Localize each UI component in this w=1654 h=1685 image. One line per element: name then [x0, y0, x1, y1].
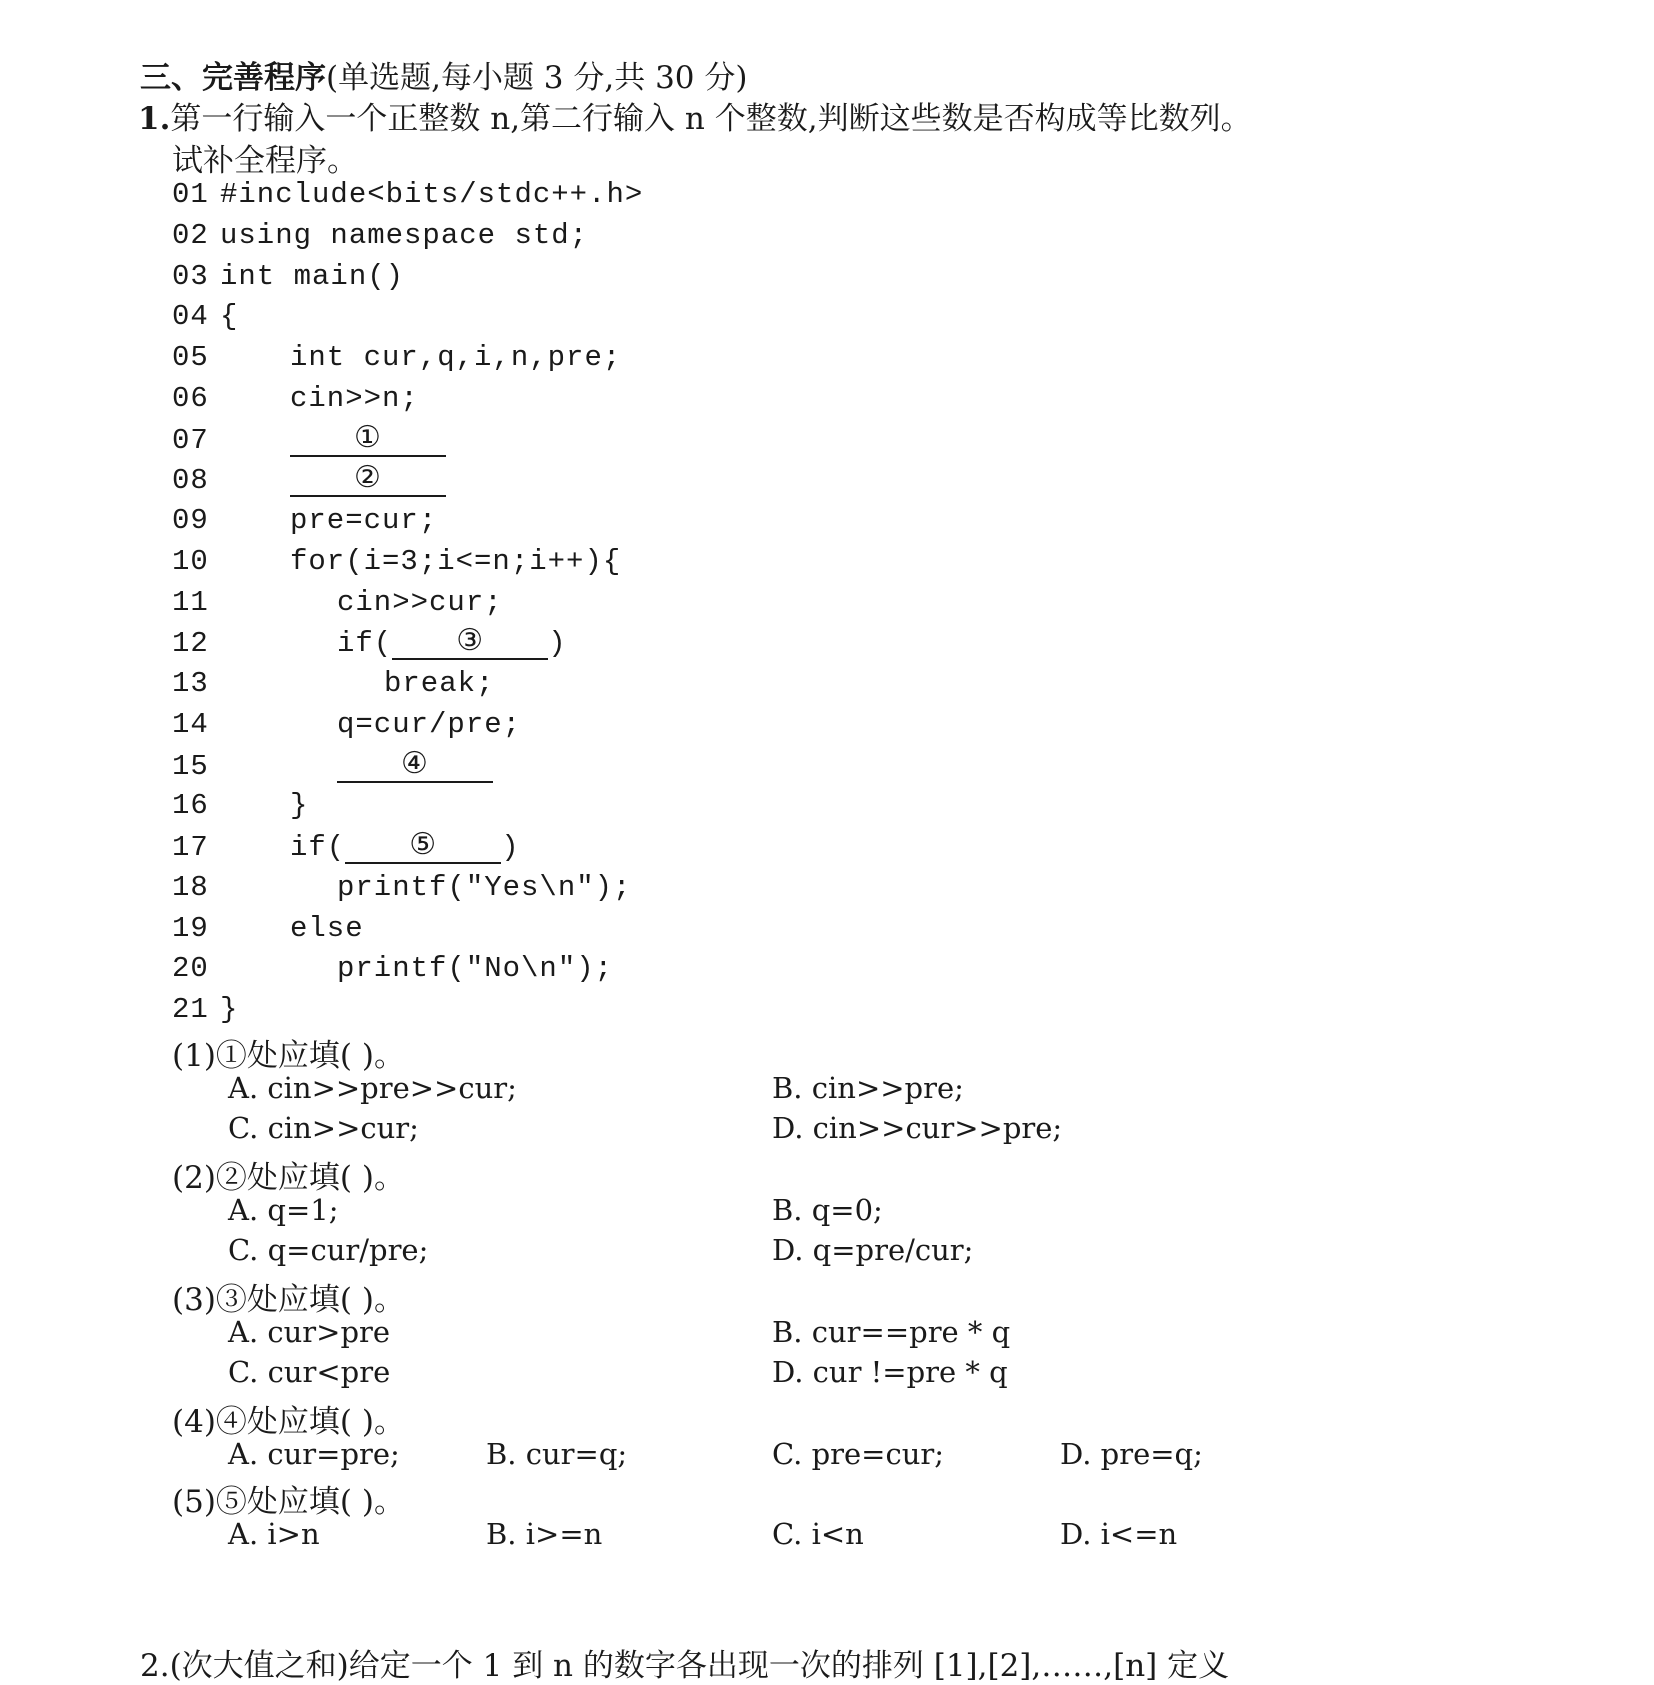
code-line: [172, 300, 238, 333]
code-line: [172, 504, 437, 537]
code-line: [172, 789, 308, 822]
code-line: [172, 993, 238, 1026]
code-line-number: 04: [172, 300, 209, 334]
code-line-number: 20: [172, 952, 209, 986]
code-text: printf("Yes\n");: [337, 870, 632, 904]
subquestion-label: (4)④处应填( )。: [172, 1404, 405, 1440]
code-text: if(: [337, 627, 393, 661]
code-text: else: [290, 911, 364, 945]
code-line-number: 15: [172, 749, 209, 783]
code-line: [172, 419, 446, 457]
answer-blank: ①: [290, 423, 446, 457]
code-line-number: 16: [172, 789, 209, 823]
code-text: if(: [290, 831, 346, 864]
code-line: [172, 871, 631, 904]
code-line-number: 18: [172, 870, 209, 904]
answer-blank: ④: [337, 749, 493, 783]
code-text: for(i=3;i<=n;i++){: [290, 544, 622, 578]
code-line-number: 12: [172, 627, 209, 661]
code-line: [172, 586, 503, 619]
section-title: [140, 52, 747, 97]
code-line-number: 03: [172, 259, 209, 293]
answer-option[interactable]: A. q=1;: [228, 1193, 339, 1227]
subquestion-label: (5)⑤处应填( )。: [172, 1484, 405, 1520]
answer-option[interactable]: B. q=0;: [772, 1193, 883, 1227]
code-text: q=cur/pre;: [337, 707, 522, 741]
code-text: break;: [384, 667, 495, 700]
code-line: [172, 952, 613, 985]
code-text: }: [220, 993, 239, 1026]
code-line: [172, 460, 446, 498]
code-text: int main(): [220, 259, 405, 293]
code-text: ): [501, 831, 520, 864]
code-line: [172, 623, 567, 661]
code-line-number: 21: [172, 993, 209, 1026]
answer-option[interactable]: D. i<=n: [1060, 1517, 1178, 1551]
code-line: [172, 178, 643, 211]
code-line: [172, 708, 521, 741]
code-text: pre=cur;: [290, 504, 438, 537]
section-title-bold: 三、完善程序: [140, 60, 326, 96]
code-text: ): [548, 627, 567, 661]
answer-option[interactable]: C. cur<pre: [228, 1355, 391, 1389]
answer-option[interactable]: A. i>n: [228, 1517, 320, 1551]
answer-option[interactable]: C. cin>>cur;: [228, 1111, 419, 1145]
code-line-number: 01: [172, 178, 209, 211]
answer-option[interactable]: B. cin>>pre;: [772, 1071, 964, 1105]
answer-option[interactable]: B. cur=q;: [486, 1437, 628, 1471]
answer-option[interactable]: B. i>=n: [486, 1517, 603, 1551]
answer-option[interactable]: C. q=cur/pre;: [228, 1233, 429, 1267]
code-line-number: 14: [172, 707, 209, 741]
question-text-line2: 试补全程序。: [172, 143, 358, 179]
code-line-number: 02: [172, 218, 209, 252]
answer-blank: ②: [290, 463, 446, 497]
code-line: [172, 545, 621, 578]
code-line: [172, 382, 419, 415]
answer-blank: ③: [392, 626, 548, 660]
question-number: 1.: [138, 101, 171, 137]
code-text: printf("No\n");: [337, 952, 614, 986]
answer-option[interactable]: A. cin>>pre>>cur;: [228, 1071, 517, 1105]
answer-option[interactable]: A. cur>pre: [228, 1315, 391, 1349]
code-text: int cur,q,i,n,pre;: [290, 341, 622, 374]
answer-blank: ⑤: [345, 830, 501, 864]
code-line-number: 13: [172, 667, 209, 700]
code-line-number: 07: [172, 423, 209, 457]
question-text-line1: 1.第一行输入一个正整数 n,第二行输入 n 个整数,判断这些数是否构成等比数列。: [138, 101, 1252, 137]
answer-option[interactable]: D. pre=q;: [1060, 1437, 1203, 1471]
code-line: [172, 341, 621, 374]
code-line: [172, 912, 364, 945]
code-line-number: 10: [172, 544, 209, 578]
code-text: cin>>cur;: [337, 585, 503, 619]
answer-option[interactable]: B. cur==pre * q: [772, 1315, 1011, 1349]
subquestion-label: (3)③处应填( )。: [172, 1282, 405, 1318]
code-text: cin>>n;: [290, 381, 419, 415]
code-line: [172, 667, 494, 700]
code-line: [172, 827, 520, 864]
answer-option[interactable]: C. pre=cur;: [772, 1437, 945, 1471]
code-text: using namespace std;: [220, 218, 589, 252]
code-line-number: 06: [172, 381, 209, 415]
answer-option[interactable]: A. cur=pre;: [228, 1437, 400, 1471]
next-question-cut: 2.(次大值之和)给定一个 1 到 n 的数字各出现一次的排列 [1],[2],……,[n] 定义: [140, 1648, 1230, 1684]
subquestion-label: (2)②处应填( )。: [172, 1160, 405, 1196]
answer-option[interactable]: D. cur !=pre * q: [772, 1355, 1008, 1389]
code-line-number: 08: [172, 464, 209, 498]
section-title-rest: (单选题,每小题 3 分,共 30 分): [326, 60, 748, 96]
code-line: [172, 260, 404, 293]
answer-option[interactable]: C. i<n: [772, 1517, 864, 1551]
code-text: #include<bits/stdc++.h>: [220, 178, 644, 211]
answer-option[interactable]: D. cin>>cur>>pre;: [772, 1111, 1063, 1145]
code-line: [172, 745, 493, 783]
code-text: }: [290, 789, 309, 823]
code-line-number: 11: [172, 585, 209, 619]
answer-option[interactable]: D. q=pre/cur;: [772, 1233, 974, 1267]
subquestion-label: (1)①处应填( )。: [172, 1038, 405, 1074]
code-text: {: [220, 300, 239, 334]
code-line-number: 19: [172, 911, 209, 945]
code-line-number: 09: [172, 504, 209, 537]
code-line-number: 17: [172, 831, 209, 864]
code-line-number: 05: [172, 341, 209, 374]
code-line: [172, 219, 588, 252]
